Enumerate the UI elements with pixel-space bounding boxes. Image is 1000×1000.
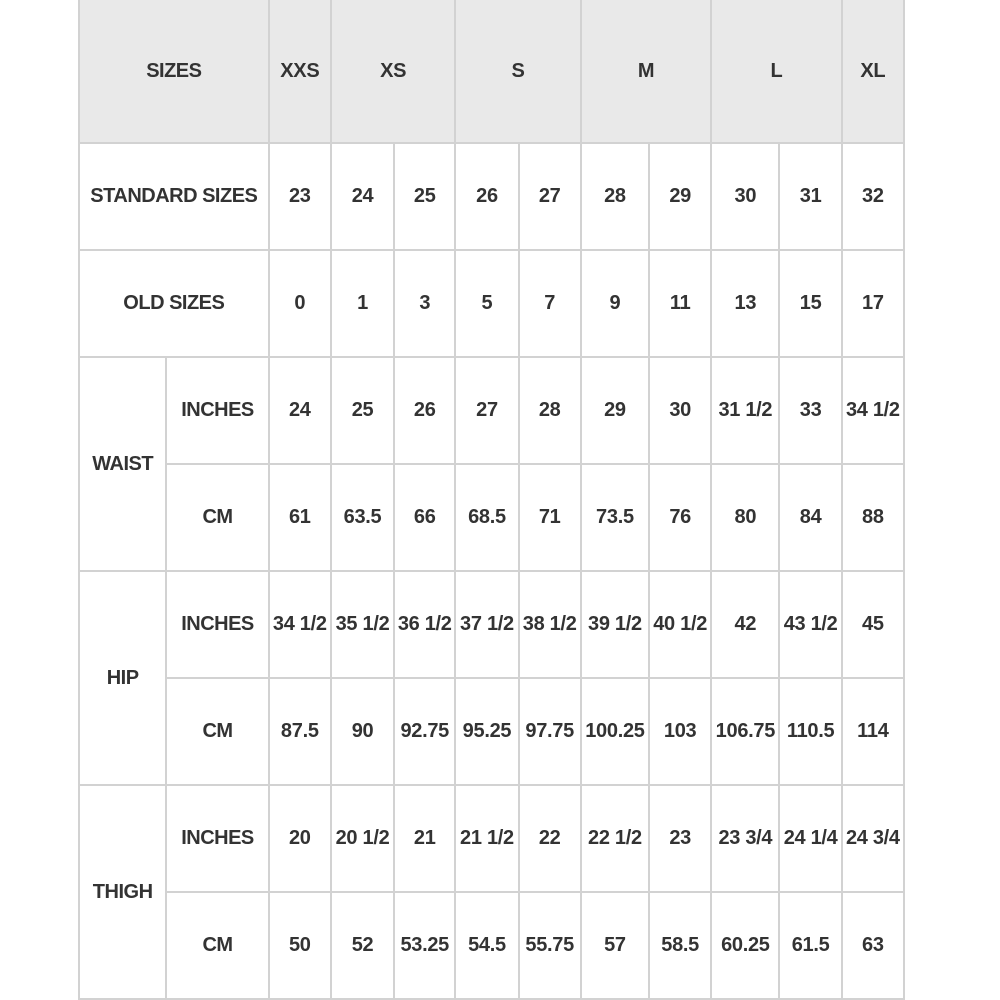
table-cell: 28: [519, 357, 581, 464]
table-cell: 43 1/2: [779, 571, 841, 678]
table-cell: 21 1/2: [455, 785, 518, 892]
table-cell: 22 1/2: [581, 785, 649, 892]
table-cell: 25: [394, 143, 455, 250]
table-cell: 1: [331, 250, 394, 357]
measurement-label-waist: WAIST: [79, 357, 166, 571]
table-cell: 24 1/4: [779, 785, 841, 892]
table-cell: 11: [649, 250, 711, 357]
table-cell: 80: [711, 464, 779, 571]
table-cell: 13: [711, 250, 779, 357]
measurement-label-hip: HIP: [79, 571, 166, 785]
table-cell: 114: [842, 678, 904, 785]
table-cell: 15: [779, 250, 841, 357]
table-cell: 66: [394, 464, 455, 571]
table-cell: 37 1/2: [455, 571, 518, 678]
table-cell: 110.5: [779, 678, 841, 785]
table-cell: 30: [649, 357, 711, 464]
row-label-old-sizes: OLD SIZES: [79, 250, 269, 357]
table-cell: 24: [331, 143, 394, 250]
size-group-xxs: XXS: [269, 0, 331, 143]
unit-label-cm: CM: [166, 678, 268, 785]
table-row-hip-cm: [79, 678, 904, 785]
table-cell: 38 1/2: [519, 571, 581, 678]
table-cell: 7: [519, 250, 581, 357]
unit-label-inches: INCHES: [166, 785, 268, 892]
table-cell: 54.5: [455, 892, 518, 999]
table-cell: 27: [455, 357, 518, 464]
header-row: [79, 0, 904, 143]
table-cell: 32: [842, 143, 904, 250]
table-cell: 9: [581, 250, 649, 357]
table-cell: 52: [331, 892, 394, 999]
table-cell: 17: [842, 250, 904, 357]
measurement-label-thigh: THIGH: [79, 785, 166, 999]
sizes-header-cell: SIZES: [79, 0, 269, 143]
table-cell: 31: [779, 143, 841, 250]
table-cell: 63.5: [331, 464, 394, 571]
size-chart-table: [78, 0, 905, 1000]
table-cell: 90: [331, 678, 394, 785]
table-row-hip-inches: [79, 571, 904, 678]
table-cell: 0: [269, 250, 331, 357]
table-cell: 26: [394, 357, 455, 464]
table-cell: 50: [269, 892, 331, 999]
table-row-waist-cm: [79, 464, 904, 571]
unit-label-inches: INCHES: [166, 571, 268, 678]
table-cell: 55.75: [519, 892, 581, 999]
table-cell: 25: [331, 357, 394, 464]
table-cell: 40 1/2: [649, 571, 711, 678]
table-cell: 36 1/2: [394, 571, 455, 678]
table-cell: 35 1/2: [331, 571, 394, 678]
size-group-s: S: [455, 0, 580, 143]
table-row-old-sizes: [79, 250, 904, 357]
table-cell: 92.75: [394, 678, 455, 785]
table-row-waist-inches: [79, 357, 904, 464]
table-cell: 39 1/2: [581, 571, 649, 678]
table-cell: 60.25: [711, 892, 779, 999]
table-row-standard-sizes: [79, 143, 904, 250]
table-cell: 53.25: [394, 892, 455, 999]
table-cell: 61.5: [779, 892, 841, 999]
table-cell: 42: [711, 571, 779, 678]
table-cell: 95.25: [455, 678, 518, 785]
table-cell: 88: [842, 464, 904, 571]
table-row-thigh-cm: [79, 892, 904, 999]
table-cell: 23: [269, 143, 331, 250]
table-cell: 23: [649, 785, 711, 892]
table-cell: 26: [455, 143, 518, 250]
table-cell: 20 1/2: [331, 785, 394, 892]
table-cell: 34 1/2: [269, 571, 331, 678]
size-group-m: M: [581, 0, 711, 143]
table-cell: 23 3/4: [711, 785, 779, 892]
table-cell: 33: [779, 357, 841, 464]
table-cell: 20: [269, 785, 331, 892]
table-cell: 103: [649, 678, 711, 785]
table-cell: 73.5: [581, 464, 649, 571]
table-row-thigh-inches: [79, 785, 904, 892]
table-cell: 45: [842, 571, 904, 678]
table-cell: 76: [649, 464, 711, 571]
table-cell: 61: [269, 464, 331, 571]
table-cell: 34 1/2: [842, 357, 904, 464]
size-group-l: L: [711, 0, 841, 143]
table-cell: 5: [455, 250, 518, 357]
table-cell: 24 3/4: [842, 785, 904, 892]
table-cell: 84: [779, 464, 841, 571]
table-cell: 22: [519, 785, 581, 892]
table-cell: 57: [581, 892, 649, 999]
row-label-standard-sizes: STANDARD SIZES: [79, 143, 269, 250]
table-cell: 97.75: [519, 678, 581, 785]
table-cell: 31 1/2: [711, 357, 779, 464]
table-cell: 106.75: [711, 678, 779, 785]
size-chart-body: [79, 0, 904, 999]
table-cell: 30: [711, 143, 779, 250]
table-cell: 29: [581, 357, 649, 464]
size-group-xl: XL: [842, 0, 904, 143]
table-cell: 87.5: [269, 678, 331, 785]
table-cell: 21: [394, 785, 455, 892]
table-cell: 24: [269, 357, 331, 464]
table-cell: 27: [519, 143, 581, 250]
unit-label-cm: CM: [166, 892, 268, 999]
table-cell: 71: [519, 464, 581, 571]
table-cell: 68.5: [455, 464, 518, 571]
size-group-xs: XS: [331, 0, 455, 143]
table-cell: 29: [649, 143, 711, 250]
unit-label-cm: CM: [166, 464, 268, 571]
table-cell: 28: [581, 143, 649, 250]
unit-label-inches: INCHES: [166, 357, 268, 464]
table-cell: 58.5: [649, 892, 711, 999]
table-cell: 63: [842, 892, 904, 999]
table-cell: 3: [394, 250, 455, 357]
table-cell: 100.25: [581, 678, 649, 785]
